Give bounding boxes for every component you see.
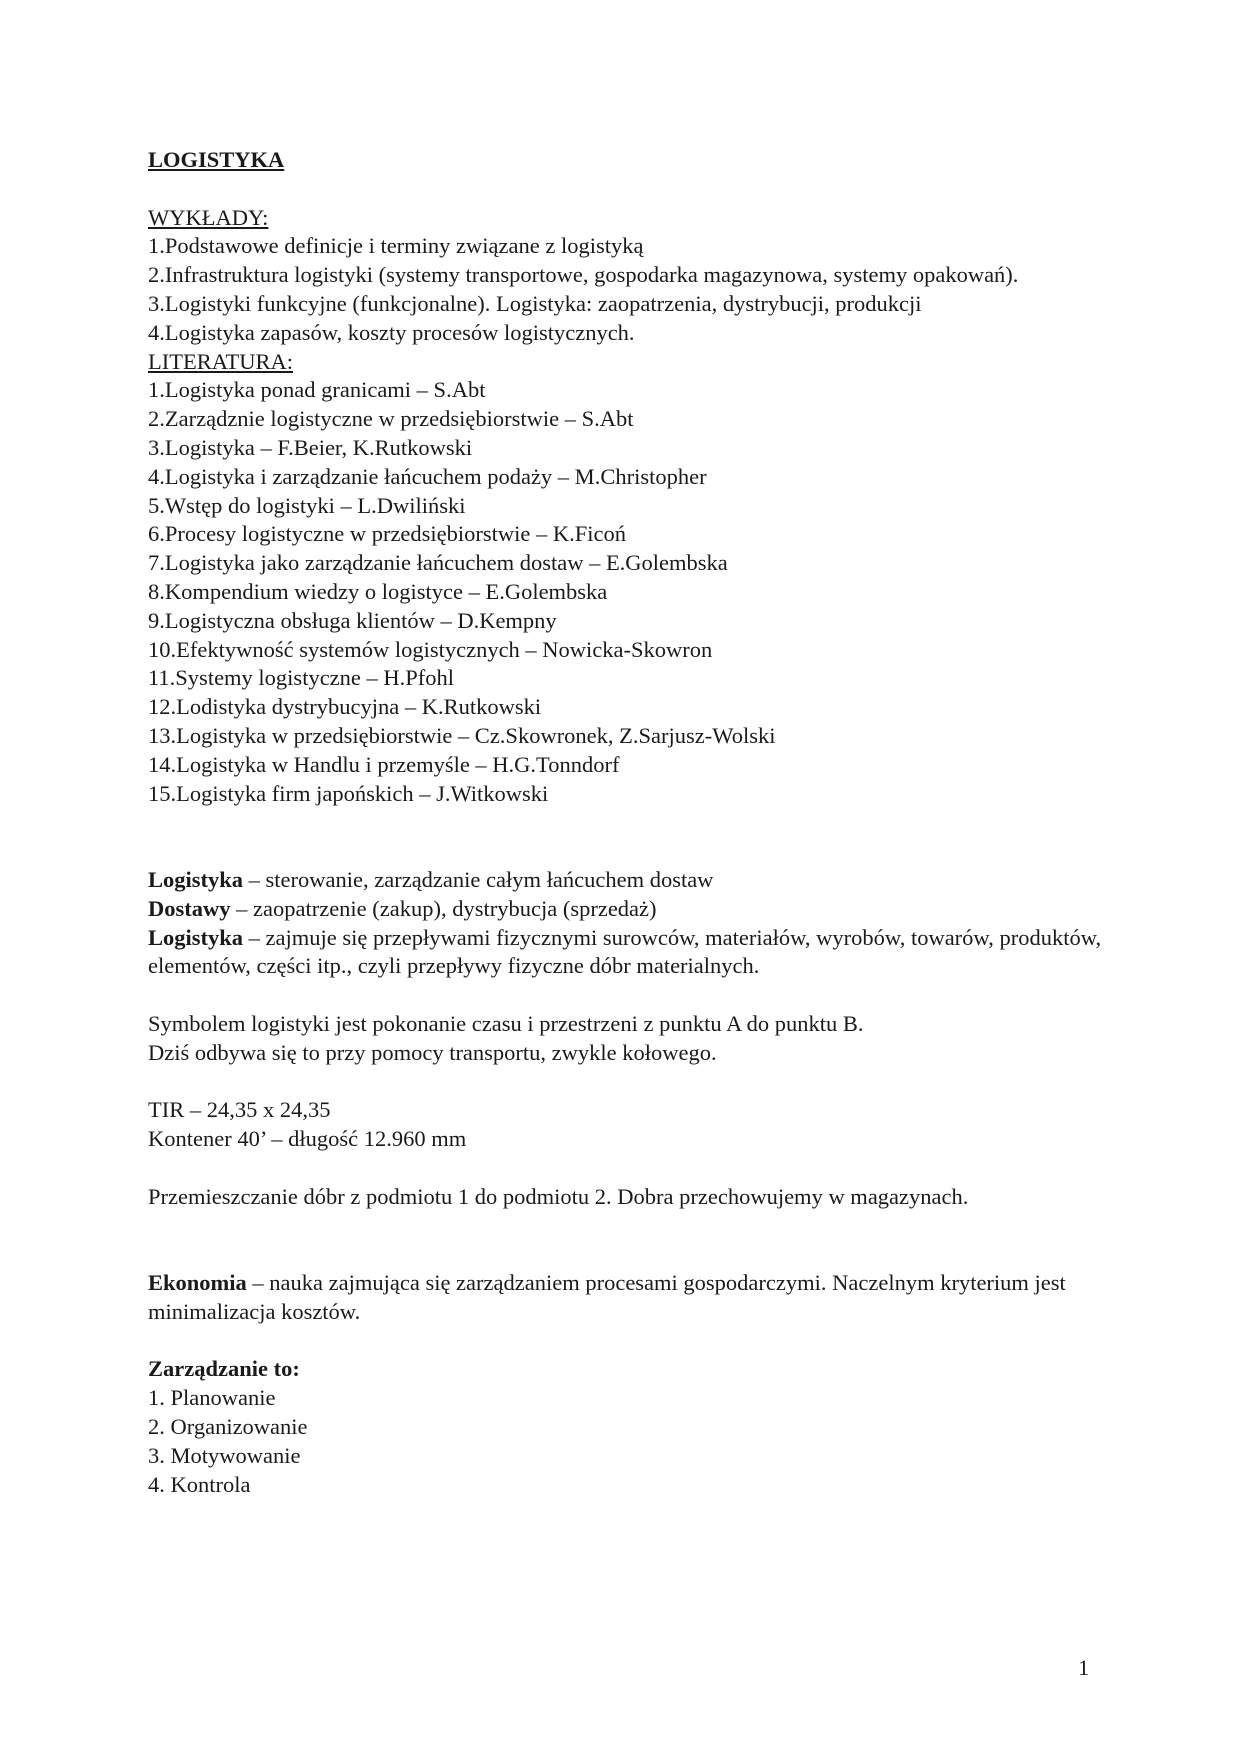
- list-item: [148, 261, 1108, 290]
- spacer: [148, 1327, 1108, 1356]
- list-item: [148, 434, 1108, 463]
- movement-paragraph: Przemieszczanie dóbr z podmiotu 1 do podmiotu 2. Dobra przechowujemy w magazynach.: [148, 1183, 969, 1209]
- literature-list: [148, 376, 1108, 808]
- symbol-paragraph-line-1: Symbolem logistyki jest pokonanie czasu i przestrzeni z punktu A do punktu B.: [148, 1010, 864, 1036]
- item-number: 3.: [148, 434, 165, 460]
- list-item: [148, 636, 1108, 665]
- list-item: [148, 578, 1108, 607]
- item-text: Wstęp do logistyki – L.Dwiliński: [164, 492, 466, 518]
- list-item: [148, 1384, 1108, 1413]
- item-text: Logistyczna obsługa klientów – D.Kempny: [164, 607, 557, 633]
- item-text: Procesy logistyczne w przedsiębiorstwie – K.Ficoń: [164, 521, 627, 547]
- definition-text: – zajmuje się przepływami fizycznymi surowców, materiałów, wyrobów, towarów, produktów, elementów, części itp., czyli przepływy fizyczne dóbr materialnych.: [148, 924, 1102, 979]
- spacer: [148, 1068, 1108, 1097]
- list-item: [148, 319, 1108, 348]
- list-item: [148, 1471, 1108, 1500]
- item-number: 12.: [148, 694, 177, 720]
- economy-definition: [148, 1269, 1108, 1327]
- list-item: [148, 751, 1108, 780]
- item-number: 2.: [148, 1414, 165, 1440]
- definition-term: Logistyka: [148, 866, 244, 892]
- item-number: 8.: [148, 578, 165, 604]
- item-text: Logistyki funkcyjne (funkcjonalne). Logistyka: zaopatrzenia, dystrybucji, produkcji: [164, 290, 922, 316]
- list-item: [148, 780, 1108, 809]
- list-item: [148, 463, 1108, 492]
- item-text: Motywowanie: [170, 1442, 301, 1468]
- definition-term: Dostawy: [148, 895, 231, 921]
- list-item: [148, 1413, 1108, 1442]
- spacer: [148, 808, 1108, 866]
- document-page: [148, 146, 1108, 1499]
- spacer: [148, 1154, 1108, 1183]
- item-number: 15.: [148, 780, 177, 806]
- definition-term: Ekonomia: [148, 1270, 247, 1296]
- item-number: 13.: [148, 722, 177, 748]
- list-item: [148, 693, 1108, 722]
- item-text: Logistyka ponad granicami – S.Abt: [164, 377, 486, 403]
- spacer: [148, 175, 1108, 204]
- list-item: [148, 664, 1108, 693]
- item-number: 9.: [148, 607, 165, 633]
- symbol-paragraph-line-2: Dziś odbywa się to przy pomocy transportu, zwykle kołowego.: [148, 1039, 717, 1065]
- item-number: 5.: [148, 492, 165, 518]
- list-item: [148, 1442, 1108, 1471]
- definition-logistics-2: [148, 924, 1108, 982]
- list-item: [148, 607, 1108, 636]
- item-number: 1.: [148, 377, 165, 403]
- definition-term: Logistyka: [148, 924, 244, 950]
- item-text: Logistyka jako zarządzanie łańcuchem dostaw – E.Golembska: [164, 550, 728, 576]
- container-dimensions: Kontener 40’ – długość 12.960 mm: [148, 1126, 467, 1152]
- item-text: Logistyka firm japońskich – J.Witkowski: [176, 780, 549, 806]
- item-number: 4.: [148, 1471, 165, 1497]
- definition-text: – nauka zajmująca się zarządzaniem procesami gospodarczymi. Naczelnym kryterium jest minimalizacja kosztów.: [148, 1270, 1066, 1324]
- item-text: Systemy logistyczne – H.Pfohl: [175, 665, 455, 691]
- spacer: [148, 1211, 1108, 1269]
- item-text: Infrastruktura logistyki (systemy transportowe, gospodarka magazynowa, systemy opakowań).: [164, 262, 1019, 288]
- definition-text: – sterowanie, zarządzanie całym łańcuchem dostaw: [243, 866, 714, 892]
- item-number: 2.: [148, 262, 165, 288]
- item-text: Kontrola: [170, 1471, 251, 1497]
- item-number: 2.: [148, 406, 165, 432]
- management-heading: Zarządzanie to:: [148, 1356, 300, 1382]
- item-number: 14.: [148, 751, 177, 777]
- list-item: [148, 232, 1108, 261]
- item-text: Kompendium wiedzy o logistyce – E.Golembska: [164, 578, 608, 604]
- item-text: Logistyka w Handlu i przemyśle – H.G.Tonndorf: [176, 751, 620, 777]
- item-text: Logistyka – F.Beier, K.Rutkowski: [164, 434, 473, 460]
- list-item: [148, 405, 1108, 434]
- item-number: 4.: [148, 319, 165, 345]
- item-text: Organizowanie: [170, 1414, 308, 1440]
- literature-heading: LITERATURA:: [148, 348, 293, 374]
- lectures-list: [148, 232, 1108, 347]
- page-number: 1: [1078, 1655, 1090, 1680]
- item-number: 1.: [148, 1385, 165, 1411]
- item-number: 6.: [148, 521, 165, 547]
- list-item: [148, 492, 1108, 521]
- item-number: 11.: [148, 665, 176, 691]
- item-text: Logistyka i zarządzanie łańcuchem podaży – M.Christopher: [164, 463, 707, 489]
- item-text: Efektywność systemów logistycznych – Nowicka-Skowron: [176, 636, 713, 662]
- tir-dimensions: TIR – 24,35 x 24,35: [148, 1097, 331, 1123]
- lectures-heading: WYKŁADY:: [148, 204, 269, 230]
- item-text: Zarządznie logistyczne w przedsiębiorstwie – S.Abt: [164, 406, 634, 432]
- item-text: Logistyka w przedsiębiorstwie – Cz.Skowronek, Z.Sarjusz-Wolski: [176, 722, 776, 748]
- definition-text: – zaopatrzenie (zakup), dystrybucja (sprzedaż): [230, 895, 657, 921]
- list-item: [148, 376, 1108, 405]
- list-item: [148, 520, 1108, 549]
- item-text: Lodistyka dystrybucyjna – K.Rutkowski: [176, 694, 542, 720]
- item-number: 7.: [148, 550, 165, 576]
- spacer: [148, 981, 1108, 1010]
- list-item: [148, 722, 1108, 751]
- management-list: [148, 1384, 1108, 1499]
- item-number: 10.: [148, 636, 177, 662]
- document-title: LOGISTYKA: [148, 147, 285, 172]
- definition-deliveries: [148, 895, 1108, 924]
- item-text: Podstawowe definicje i terminy związane z logistyką: [164, 233, 644, 259]
- item-number: 3.: [148, 1442, 165, 1468]
- item-number: 4.: [148, 463, 165, 489]
- item-number: 3.: [148, 290, 165, 316]
- list-item: [148, 290, 1108, 319]
- item-text: Logistyka zapasów, koszty procesów logistycznych.: [164, 319, 635, 345]
- definition-logistics-1: [148, 866, 1108, 895]
- item-text: Planowanie: [170, 1385, 276, 1411]
- list-item: [148, 549, 1108, 578]
- item-number: 1.: [148, 233, 165, 259]
